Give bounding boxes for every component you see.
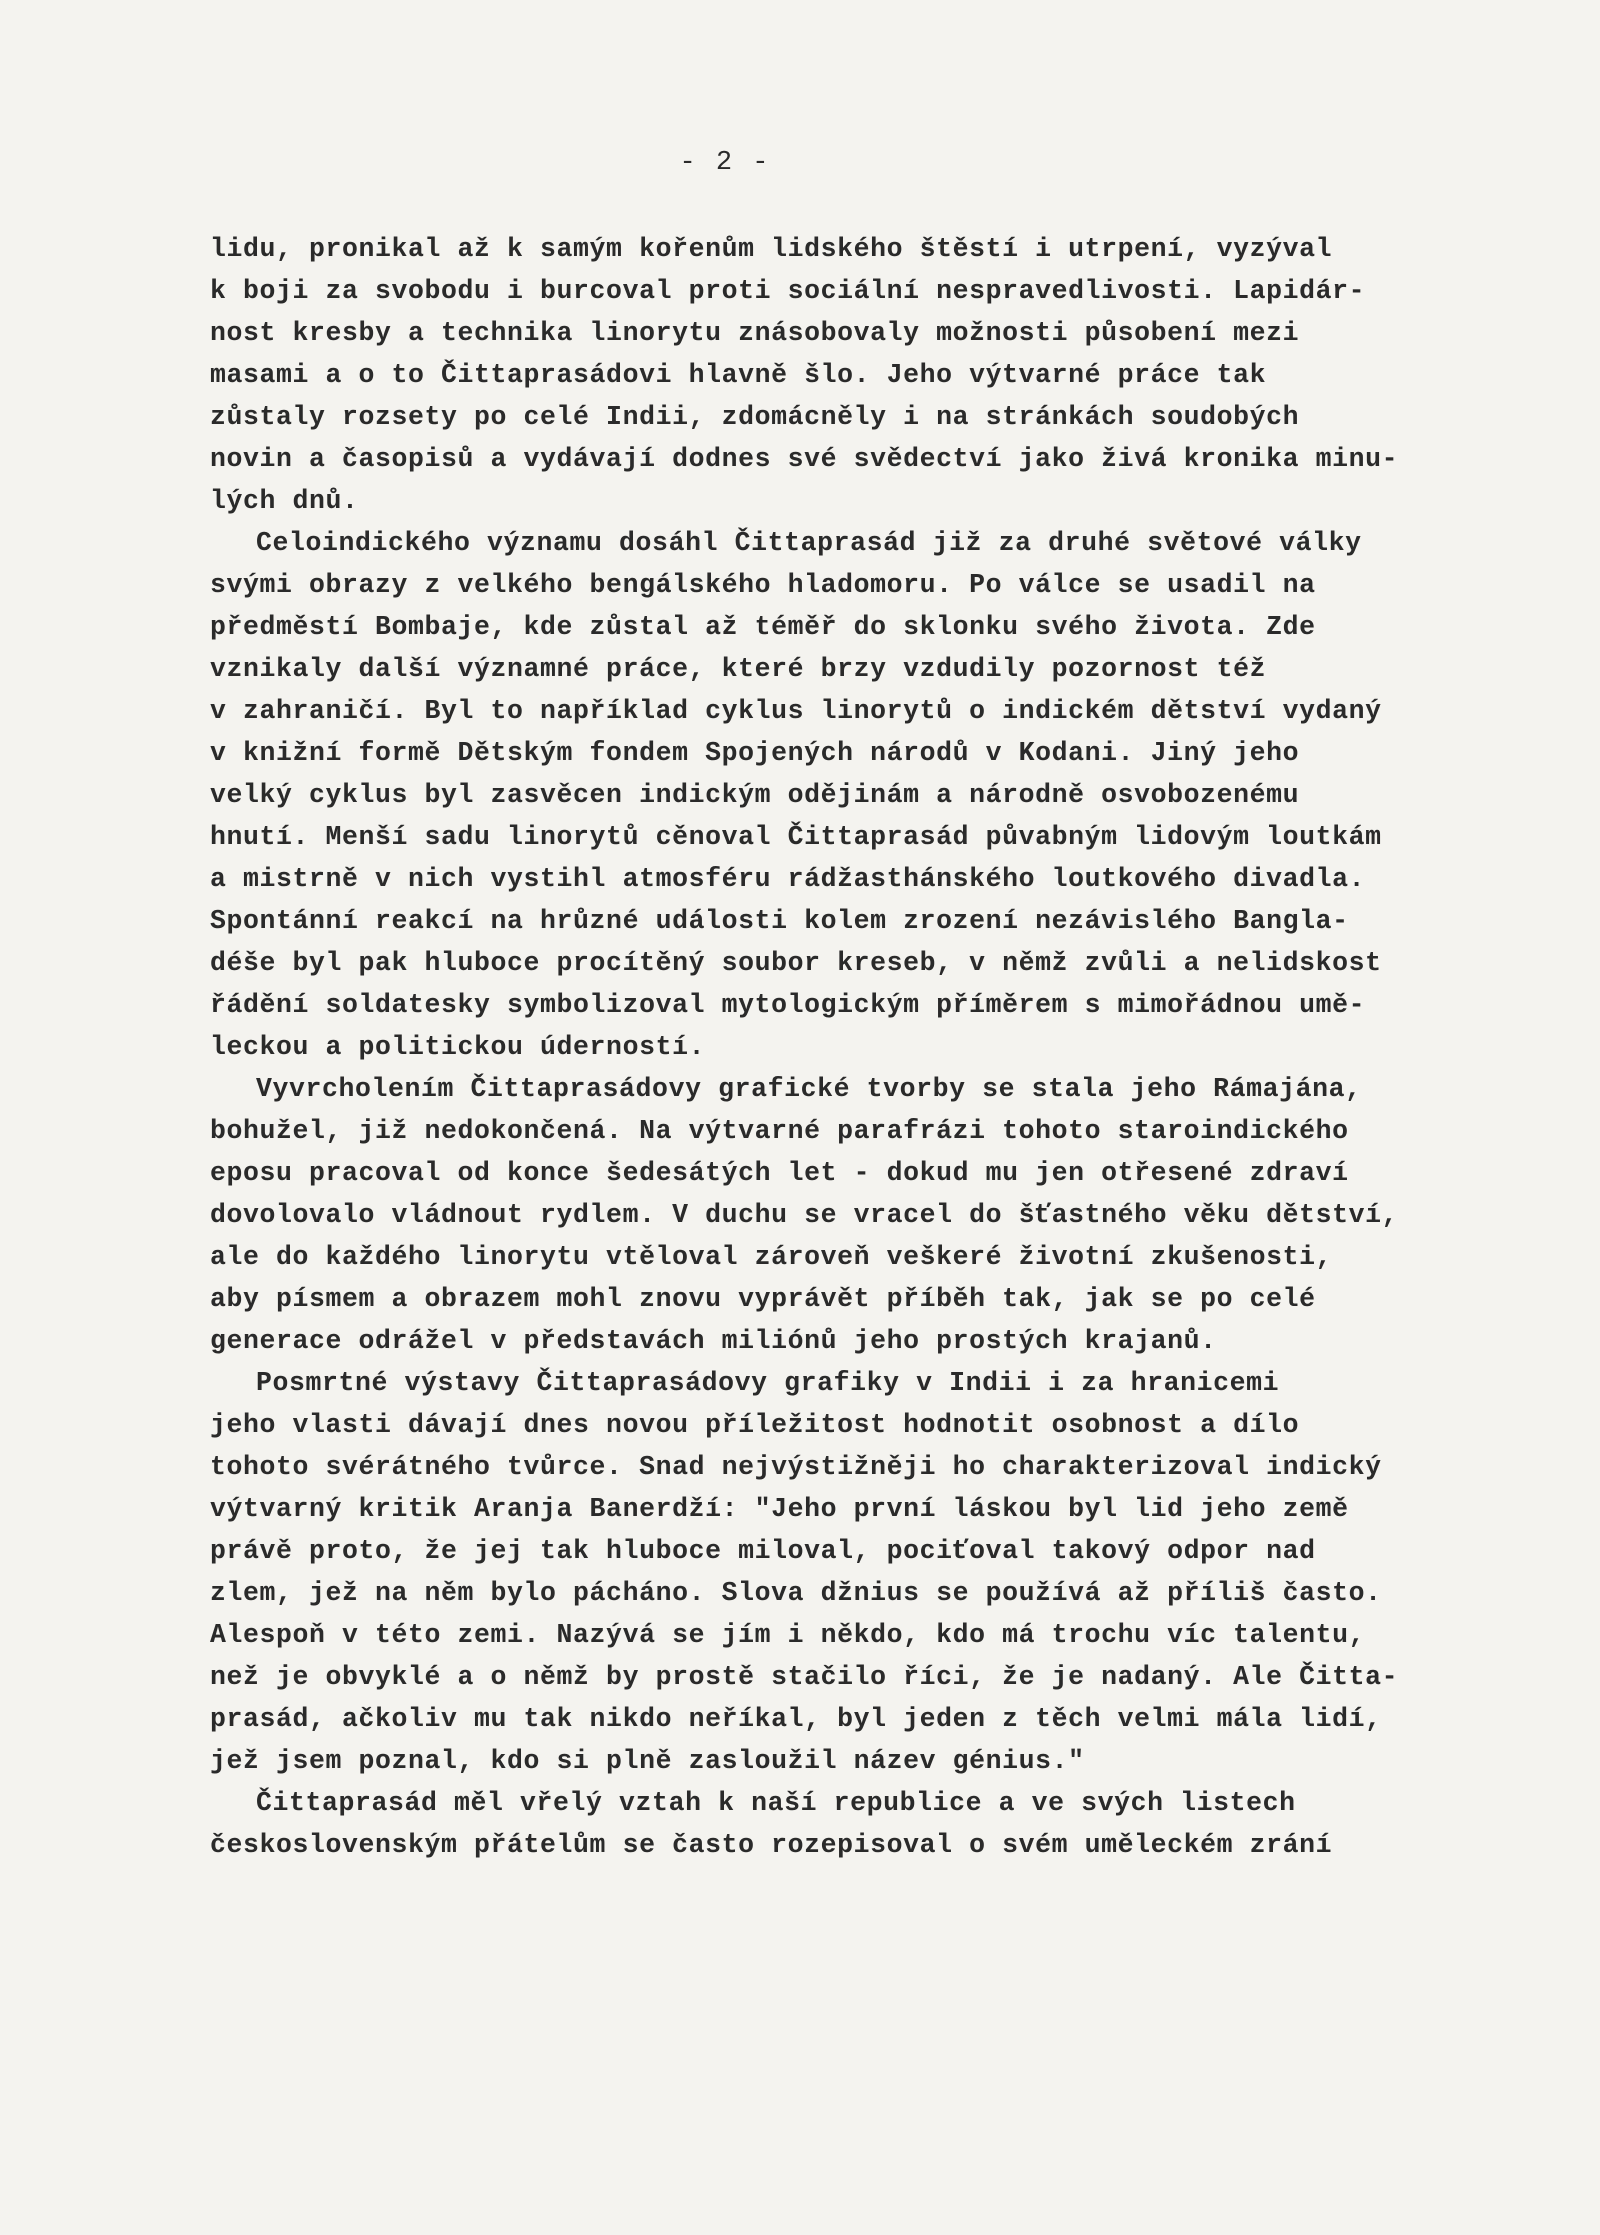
text-line: vznikaly další významné práce, které brzy vzdudily pozornost též bbox=[210, 654, 1267, 684]
page-number: - 2 - bbox=[679, 148, 771, 178]
text-line: déše byl pak hluboce procítěný soubor kreseb, v němž zvůli a nelidskost bbox=[210, 948, 1382, 978]
text-line: hnutí. Menší sadu linorytů cěnoval Čittaprasád půvabným lidovým loutkám bbox=[210, 822, 1382, 852]
paragraph bbox=[210, 1362, 1590, 1782]
text-line: než je obvyklé a o němž by prostě stačilo říci, že je nadaný. Ale Čitta- bbox=[210, 1662, 1399, 1692]
text-line: dovolovalo vládnout rydlem. V duchu se vracel do šťastného věku dětství, bbox=[210, 1200, 1399, 1230]
text-line: československým přátelům se často rozepisoval o svém uměleckém zrání bbox=[210, 1830, 1333, 1860]
text-line: a mistrně v nich vystihl atmosféru rádžasthánského loutkového divadla. bbox=[210, 864, 1366, 894]
text-line: zlem, jež na něm bylo pácháno. Slova džnius se používá až příliš často. bbox=[210, 1578, 1382, 1608]
text-line: řádění soldatesky symbolizoval mytologickým příměrem s mimořádnou umě- bbox=[210, 990, 1366, 1020]
text-line: nost kresby a technika linorytu znásobovaly možnosti působení mezi bbox=[210, 318, 1300, 348]
paragraph bbox=[210, 1782, 1590, 1866]
text-line: v zahraničí. Byl to například cyklus linorytů o indickém dětství vydaný bbox=[210, 696, 1382, 726]
text-line: zůstaly rozsety po celé Indii, zdomácněly i na stránkách soudobých bbox=[210, 402, 1300, 432]
text-line: generace odrážel v představách miliónů jeho prostých krajanů. bbox=[210, 1326, 1217, 1356]
text-line: tohoto svérátného tvůrce. Snad nejvýstižněji ho charakterizoval indický bbox=[210, 1452, 1382, 1482]
text-line: Spontánní reakcí na hrůzné události kolem zrození nezávislého Bangla- bbox=[210, 906, 1349, 936]
text-line: výtvarný kritik Aranja Banerdží: "Jeho první láskou byl lid jeho země bbox=[210, 1494, 1349, 1524]
paragraph bbox=[210, 522, 1590, 1068]
text-line: Čittaprasád měl vřelý vztah k naší republice a ve svých listech bbox=[256, 1788, 1296, 1818]
paragraph bbox=[210, 1068, 1590, 1362]
text-line: předměstí Bombaje, kde zůstal až téměř do sklonku svého života. Zde bbox=[210, 612, 1316, 642]
text-line: prasád, ačkoliv mu tak nikdo neříkal, byl jeden z těch velmi mála lidí, bbox=[210, 1704, 1382, 1734]
text-line: Celoindického významu dosáhl Čittaprasád již za druhé světové války bbox=[256, 528, 1362, 558]
text-line: ale do každého linorytu vtěloval zároveň veškeré životní zkušenosti, bbox=[210, 1242, 1333, 1272]
text-line: leckou a politickou úderností. bbox=[210, 1032, 706, 1062]
body-text bbox=[210, 228, 1590, 1866]
text-line: Posmrtné výstavy Čittaprasádovy grafiky v Indii i za hranicemi bbox=[256, 1368, 1280, 1398]
text-line: jeho vlasti dávají dnes novou příležitost hodnotit osobnost a dílo bbox=[210, 1410, 1300, 1440]
text-line: masami a o to Čittaprasádovi hlavně šlo. Jeho výtvarné práce tak bbox=[210, 360, 1267, 390]
text-line: lidu, pronikal až k samým kořenům lidského štěstí i utrpení, vyzýval bbox=[210, 234, 1333, 264]
text-line: velký cyklus byl zasvěcen indickým odějinám a národně osvobozenému bbox=[210, 780, 1300, 810]
text-line: Vyvrcholením Čittaprasádovy grafické tvorby se stala jeho Rámajána, bbox=[256, 1074, 1362, 1104]
text-line: právě proto, že jej tak hluboce miloval, pociťoval takový odpor nad bbox=[210, 1536, 1316, 1566]
text-line: novin a časopisů a vydávají dodnes své svědectví jako živá kronika minu- bbox=[210, 444, 1399, 474]
text-line: aby písmem a obrazem mohl znovu vyprávět příběh tak, jak se po celé bbox=[210, 1284, 1316, 1314]
text-line: k boji za svobodu i burcoval proti sociální nespravedlivosti. Lapidár- bbox=[210, 276, 1366, 306]
text-line: bohužel, již nedokončená. Na výtvarné parafrázi tohoto staroindického bbox=[210, 1116, 1349, 1146]
text-line: lých dnů. bbox=[210, 486, 359, 516]
text-line: jež jsem poznal, kdo si plně zasloužil název génius." bbox=[210, 1746, 1085, 1776]
paragraph bbox=[210, 228, 1590, 522]
text-line: eposu pracoval od konce šedesátých let - dokud mu jen otřesené zdraví bbox=[210, 1158, 1349, 1188]
text-line: v knižní formě Dětským fondem Spojených národů v Kodani. Jiný jeho bbox=[210, 738, 1300, 768]
text-line: Alespoň v této zemi. Nazývá se jím i někdo, kdo má trochu víc talentu, bbox=[210, 1620, 1366, 1650]
text-line: svými obrazy z velkého bengálského hladomoru. Po válce se usadil na bbox=[210, 570, 1316, 600]
